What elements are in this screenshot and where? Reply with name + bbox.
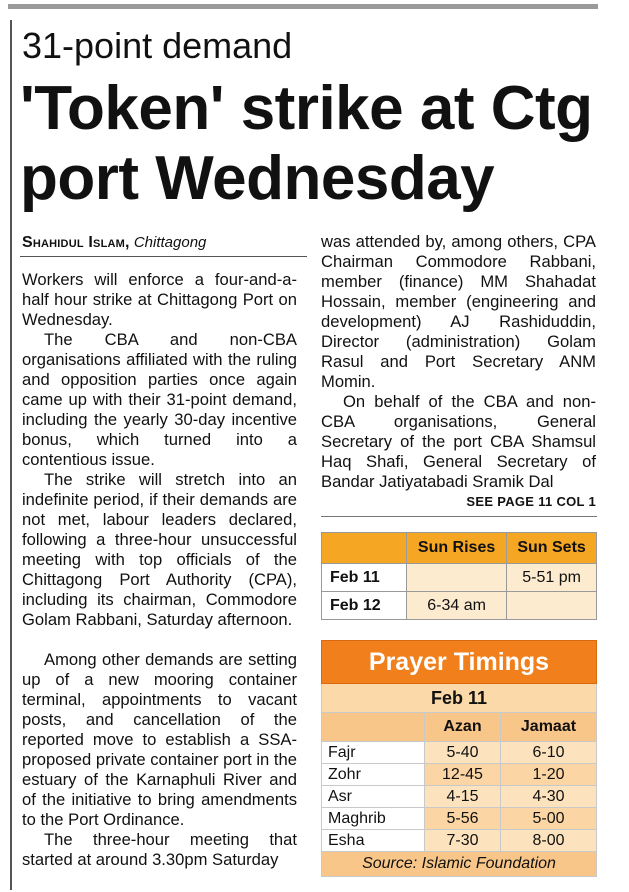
sun-row-rise: 6-34 am — [407, 592, 507, 620]
col1-paragraph-5: The three-hour meeting that started at around 3.30pm Saturday — [22, 830, 297, 869]
prayer-azan: 5-56 — [425, 808, 501, 830]
prayer-timings-table — [321, 640, 597, 877]
kicker: 31-point demand — [22, 25, 293, 66]
byline-author: Shahidul Islam, — [22, 234, 130, 251]
sun-row-date: Feb 11 — [322, 564, 407, 592]
prayer-azan: 5-40 — [425, 742, 501, 764]
see-page-jump: SEE PAGE 11 COL 1 — [466, 494, 596, 509]
headline — [20, 74, 620, 214]
prayer-row — [322, 830, 597, 852]
prayer-source-row — [322, 852, 597, 877]
sun-row — [322, 564, 597, 592]
byline-place: Chittagong — [133, 234, 207, 251]
column-rule — [321, 516, 597, 517]
prayer-header-jamaat: Jamaat — [500, 713, 596, 742]
headline-line-1: 'Token' strike at Ctg — [20, 74, 593, 143]
prayer-jamaat: 5-00 — [500, 808, 596, 830]
prayer-azan: 12-45 — [425, 764, 501, 786]
prayer-date-row — [322, 684, 597, 713]
sun-header-blank — [322, 533, 407, 564]
prayer-title-row — [322, 641, 597, 684]
headline-line-2: port Wednesday — [20, 144, 495, 213]
sun-row — [322, 592, 597, 620]
prayer-azan: 4-15 — [425, 786, 501, 808]
prayer-row — [322, 742, 597, 764]
byline-rule — [20, 256, 307, 257]
prayer-title: Prayer Timings — [322, 641, 597, 684]
prayer-row — [322, 764, 597, 786]
col1-paragraph-4: Among other demands are setting up of a new mooring container terminal, appointments to vacant posts, and cancellation of the reported move to establish a SSA-proposed private container port in the estuary of the Karnaphuli River and of the initiative to bring amendments to the Port Ordinance. — [22, 650, 297, 829]
prayer-name: Maghrib — [322, 808, 425, 830]
prayer-header-blank — [322, 713, 425, 742]
prayer-name: Asr — [322, 786, 425, 808]
prayer-row — [322, 786, 597, 808]
sun-header-sets: Sun Sets — [507, 533, 597, 564]
sun-row-set: 5-51 pm — [507, 564, 597, 592]
sun-header-rises: Sun Rises — [407, 533, 507, 564]
col1-paragraph-3: The strike will stretch into an indefinite period, if their demands are not met, labour leaders declared, following a three-hour unsuccessful meeting with top officials of the Chittagong Port Authority (CPA), including its chairman, Commodore Golam Rabbani, Saturday afternoon. — [22, 470, 297, 629]
sun-times-table — [321, 532, 597, 620]
col2-paragraph-2: On behalf of the CBA and non-CBA organisations, General Secretary of the port CBA Shamsul Haq Shafi, General Secretary of Bandar Jatiyatabadi Sramik Dal — [321, 392, 596, 491]
prayer-jamaat: 1-20 — [500, 764, 596, 786]
prayer-source: Source: Islamic Foundation — [322, 852, 597, 877]
prayer-date: Feb 11 — [322, 684, 597, 713]
col1-paragraph-1: Workers will enforce a four-and-a-half hour strike at Chittagong Port on Wednesday. — [22, 270, 297, 329]
prayer-name: Zohr — [322, 764, 425, 786]
prayer-header-azan: Azan — [425, 713, 501, 742]
prayer-jamaat: 4-30 — [500, 786, 596, 808]
prayer-row — [322, 808, 597, 830]
sun-row-rise — [407, 564, 507, 592]
prayer-jamaat: 8-00 — [500, 830, 596, 852]
prayer-name: Esha — [322, 830, 425, 852]
byline — [22, 234, 206, 252]
sun-row-date: Feb 12 — [322, 592, 407, 620]
prayer-jamaat: 6-10 — [500, 742, 596, 764]
prayer-column-headers — [322, 713, 597, 742]
sun-row-set — [507, 592, 597, 620]
left-border-rule — [10, 20, 12, 890]
prayer-name: Fajr — [322, 742, 425, 764]
sun-table-header — [322, 533, 597, 564]
top-rule — [8, 4, 598, 9]
prayer-azan: 7-30 — [425, 830, 501, 852]
col1-paragraph-2: The CBA and non-CBA organisations affiliated with the ruling and opposition parties once again came up with their 31-point demand, including the yearly 30-day incentive bonus, which turned into a contentious issue. — [22, 330, 297, 469]
col2-paragraph-1: was attended by, among others, CPA Chairman Commodore Rabbani, member (finance) MM Shahadat Hossain, member (engineering and development) AJ Rashiduddin, Director (administration) Golam Rasul and Port Secretary ANM Momin. — [321, 232, 596, 391]
